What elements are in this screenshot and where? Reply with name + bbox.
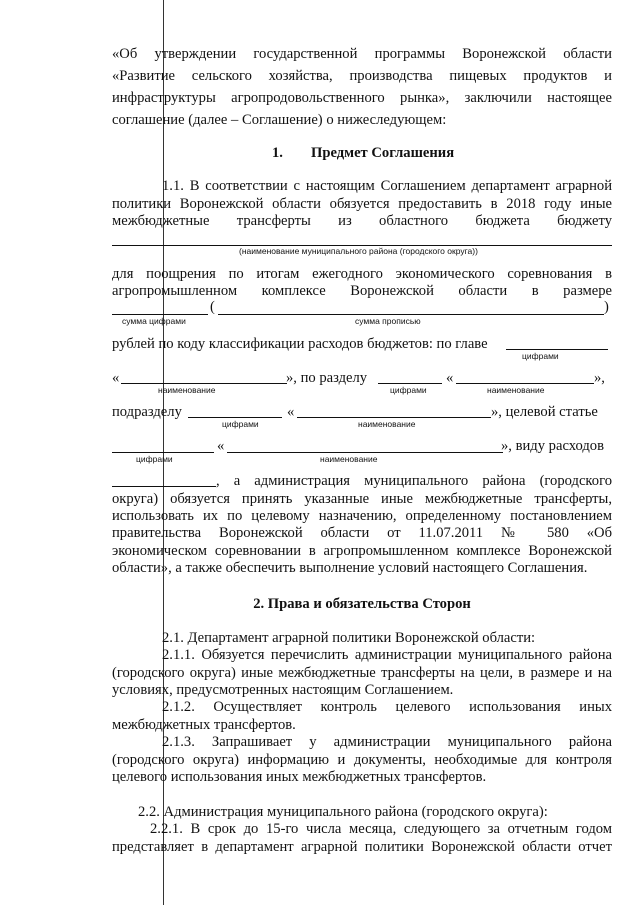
p11-line-3: межбюджетные трансферты из областного бюджета бюджету xyxy=(112,213,612,229)
by-section-label: », по разделу xyxy=(286,370,368,386)
subsection-name-blank xyxy=(297,417,491,418)
open-quote-4: « xyxy=(217,438,225,454)
p213-line-2: (городского округа) информацию и документы, необходимые для контроля xyxy=(112,752,612,768)
p14-line-5: экономическом соревновании в агропромышленном комплексе Воронежской xyxy=(112,543,612,559)
caption-target-name: наименование xyxy=(320,454,378,464)
p213-line-1: 2.1.3. Запрашивает у администрации муниципального района xyxy=(162,734,612,750)
p212-line-2: межбюджетных трансфертов. xyxy=(112,717,296,733)
caption-section-digits: цифрами xyxy=(390,385,427,395)
open-quote-2: « xyxy=(446,370,454,386)
caption-subsection-digits: цифрами xyxy=(222,419,259,429)
p221-line-1: 2.2.1. В срок до 15-го числа месяца, следующего за отчетным годом xyxy=(150,821,612,837)
p13-line: рублей по коду классификации расходов бюджетов: по главе xyxy=(112,336,488,352)
p212-line-1: 2.1.2. Осуществляет контроль целевого использования иных xyxy=(162,699,612,715)
p21: 2.1. Департамент аграрной политики Воронежской области: xyxy=(162,630,536,646)
section-name-blank xyxy=(456,383,594,384)
chapter-digits-blank xyxy=(506,349,608,350)
expense-type-blank xyxy=(112,486,216,487)
caption-municipality: (наименование муниципального района (городского округа)) xyxy=(239,246,478,256)
section-digits-blank xyxy=(378,383,442,384)
expense-type-label: », виду расходов xyxy=(501,438,604,454)
subsection-label: подразделу xyxy=(112,404,182,420)
section-2-title: 2. Права и обязательства Сторон xyxy=(253,596,471,612)
p14-line-3: использовать их по целевому назначению, определенному постановлением xyxy=(112,508,612,524)
chapter-name-blank xyxy=(121,383,287,384)
sum-open-paren: ( xyxy=(210,299,215,315)
p211-line-1: 2.1.1. Обязуется перечислить администрации муниципального района xyxy=(162,647,612,663)
p14-line-4: правительства Воронежской области от 11.07.2011 № 580 «Об xyxy=(112,525,612,541)
caption-sum-digits: сумма цифрами xyxy=(122,316,186,326)
sum-digits-blank xyxy=(112,314,208,315)
caption-sum-words: сумма прописью xyxy=(355,316,421,326)
sum-close-paren: ) xyxy=(604,299,609,315)
p211-line-3: условиях, предусмотренных настоящим Соглашением. xyxy=(112,682,454,698)
p14-line-6: области», а также обеспечить выполнение условий настоящего Соглашения. xyxy=(112,560,588,576)
caption-chapter-digits: цифрами xyxy=(522,351,559,361)
open-quote-1: « xyxy=(112,370,120,386)
p14-line-2: округа) обязуется принять указанные иные межбюджетные трансферты, xyxy=(112,491,612,507)
intro-line-4: соглашение (далее – Соглашение) о нижеследующем: xyxy=(112,112,447,128)
target-item-label: », целевой статье xyxy=(491,404,598,420)
p11-line-1: 1.1. В соответствии с настоящим Соглашением департамент аграрной xyxy=(162,178,612,194)
caption-subsection-name: наименование xyxy=(358,419,416,429)
close-quote-2: », xyxy=(594,370,605,386)
section-1-title: Предмет Соглашения xyxy=(311,145,455,161)
target-name-blank xyxy=(227,452,503,453)
intro-line-2: «Развитие сельского хозяйства, производства пищевых продуктов и xyxy=(112,68,612,84)
section-1-number: 1. xyxy=(272,145,283,161)
intro-line-3: инфраструктуры агропродовольственного рынка», заключили настоящее xyxy=(112,90,612,106)
caption-section-name: наименование xyxy=(487,385,545,395)
p12-line-2: агропромышленном комплексе Воронежской области в размере xyxy=(112,283,612,299)
p14-line-1: , а администрация муниципального района (городского xyxy=(216,473,612,489)
p22: 2.2. Администрация муниципального района (городского округа): xyxy=(138,804,548,820)
sum-words-blank xyxy=(218,314,604,315)
p12-line-1: для поощрения по итогам ежегодного экономического соревнования в xyxy=(112,266,612,282)
p211-line-2: (городского округа) иные межбюджетные трансферты на цели, в размере и на xyxy=(112,665,612,681)
p11-line-2: политики Воронежской области обязуется предоставить в 2018 году иные xyxy=(112,196,612,212)
subsection-digits-blank xyxy=(188,417,282,418)
p221-line-2: представляет в департамент аграрной политики Воронежской области отчет xyxy=(112,839,612,855)
open-quote-3: « xyxy=(287,404,295,420)
p213-line-3: целевого использования иных межбюджетных трансфертов. xyxy=(112,769,487,785)
caption-chapter-name: наименование xyxy=(158,385,216,395)
intro-line-1: «Об утверждении государственной программы Воронежской области xyxy=(112,46,612,62)
caption-target-digits: цифрами xyxy=(136,454,173,464)
target-digits-blank xyxy=(112,452,214,453)
